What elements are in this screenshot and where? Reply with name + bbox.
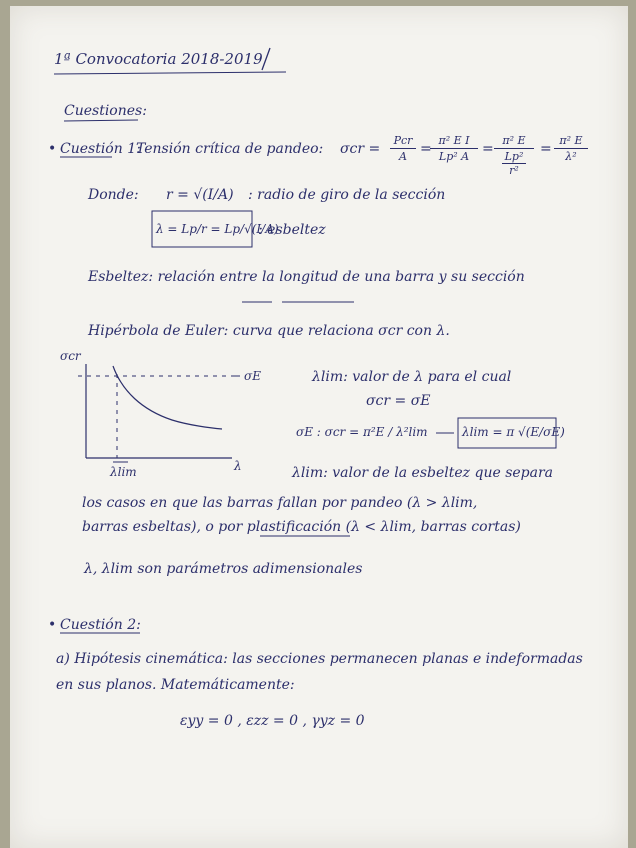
equals-sign: = [420, 141, 432, 157]
strain-equations: εyy = 0 , εzz = 0 , γyz = 0 [180, 713, 365, 729]
equals-sign: = [482, 141, 494, 157]
cuestion2-hipotesis-line2: en sus planos. Matemáticamente: [56, 677, 295, 693]
bullet-icon: • [48, 141, 57, 157]
cuestion1-label: Cuestión 1: [60, 141, 141, 157]
chart-x-axis-label: λ [234, 459, 242, 473]
lambda-description: : esbeltez [258, 222, 326, 238]
fraction-pi2e-lp2r2: π² E Lp² r² [494, 134, 534, 177]
handwritten-sheet [10, 6, 628, 848]
sheet-title: 1ª Convocatoria 2018-2019 [54, 50, 263, 68]
r-description: : radio de giro de la sección [248, 187, 446, 203]
lambda-equation: λ = Lp/r = Lp/√(I/A) [156, 222, 279, 236]
fraction-pcr-a: Pcr A [390, 134, 416, 163]
cuestion1-intro: Tensión crítica de pandeo: [136, 141, 324, 157]
r-equation: r = √(I/A) [166, 187, 234, 203]
lambda-lim-definition: λlim: valor de λ para el cual [312, 369, 512, 385]
equals-sign: = [540, 141, 552, 157]
cuestion2-hipotesis-line1: a) Hipótesis cinemática: las secciones permanecen planas e indeformadas [56, 651, 583, 667]
bullet-icon: • [48, 617, 57, 633]
chart-lambda-lim-label: λlim [110, 465, 137, 479]
esbeltez-definition: Esbeltez: relación entre la longitud de una barra y su sección [88, 269, 525, 285]
donde-label: Donde: [88, 187, 139, 203]
lambda-lim-result: λlim = π √(E/σE) [462, 425, 565, 439]
adimensional-note: λ, λlim son parámetros adimensionales [84, 561, 363, 577]
hiperbola-description: Hipérbola de Euler: curva que relaciona σcr con λ. [88, 323, 450, 339]
lambda-lim-separation-line3: barras esbeltas), o por plastificación (λ < λlim, barras cortas) [82, 519, 521, 535]
lambda-lim-separation-line2: los casos en que las barras fallan por pandeo (λ > λlim, [82, 495, 478, 511]
sigma-cr-lhs: σcr = [340, 141, 381, 157]
lambda-lim-separation-line1: λlim: valor de la esbeltez que separa [292, 465, 554, 481]
cuestion2-label: Cuestión 2: [60, 617, 141, 633]
fraction-pi2e-lambda2: π² E λ² [554, 134, 588, 163]
cuestiones-heading: Cuestiones: [64, 103, 147, 119]
chart-y-axis-label: σcr [60, 349, 81, 363]
fraction-pi2ei: π² E I Lp² A [430, 134, 478, 163]
sigma-cr-equals-sigma-e: σcr = σE [366, 393, 431, 409]
lambda-lim-derivation: σE : σcr = π²E / λ²lim [296, 425, 428, 439]
euler-hyperbola-chart [78, 364, 240, 462]
chart-sigma-e-label: σE [244, 369, 261, 383]
